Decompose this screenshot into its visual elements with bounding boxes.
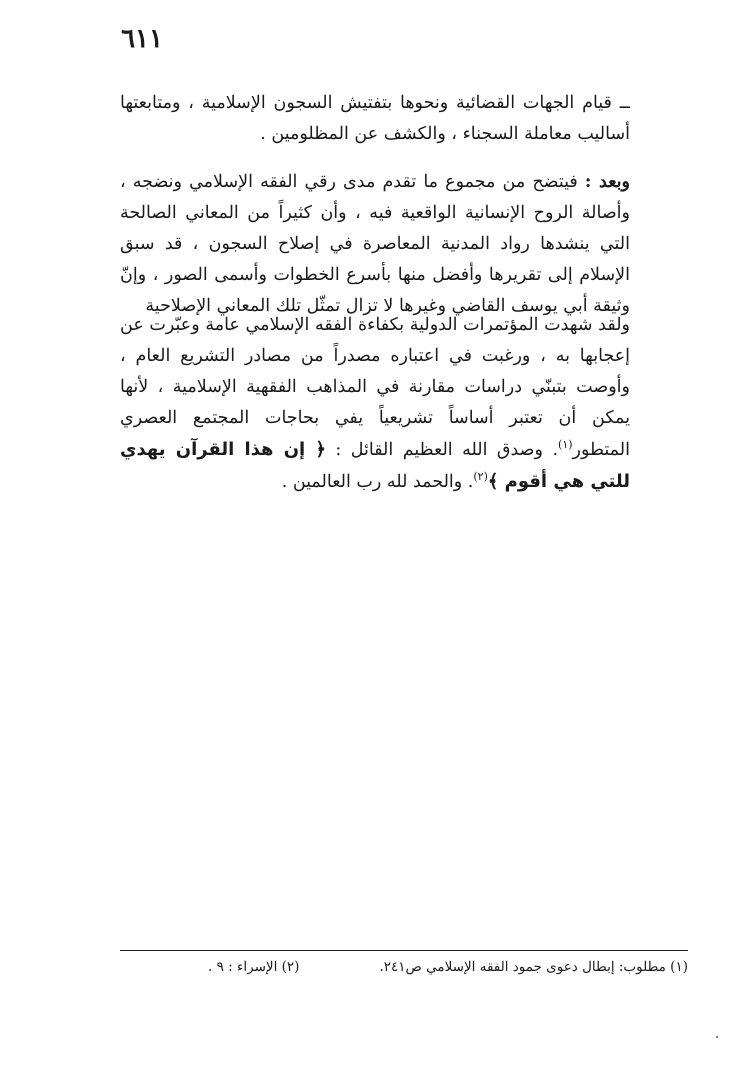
paragraph-text: . والحمد لله رب العالمين . <box>281 472 474 492</box>
quran-verse: ﴿ إن هذا القرآن يهدي للتي هي أقوم ﴾ <box>120 439 630 492</box>
paragraph-body <box>120 310 630 498</box>
paragraph-text: فيتضح من مجموع ما تقدم مدى رقي الفقه الإسلامي ونضجه ، وأصالة الروح الإنسانية الواقعية فيه ، وأن كثيراً من المعاني الصالحة التي ينشدها رواد المدنية المعاصرة في إصلاح السجون ، قد سبق الإسلام إلى تقريرها وأفضل منها بأسرع الخطوات وأسمى الصور ، وإنّ وثيقة أبي يوسف القاضي وغيرها لا تزال تمثّل تلك المعاني الإصلاحية <box>120 172 630 316</box>
footnotes <box>120 956 688 978</box>
footnote-1: (١) مطلوب: إبطال دعوى جمود الفقه الإسلامي ص٢٤١. <box>379 959 688 975</box>
paragraph-text: . وصدق الله العظيم القائل : <box>325 440 559 460</box>
footnote-2: (٢) الإسراء : ٩ . <box>208 959 300 975</box>
paragraph-conclusion <box>120 167 630 322</box>
footnote-ref-2: (٢) <box>473 470 488 484</box>
paragraph-international-conferences <box>120 310 630 498</box>
paragraph-lead-word: وبعد : <box>584 172 630 192</box>
footnote-ref-1: (١) <box>558 438 573 452</box>
footnote-divider <box>120 950 688 951</box>
paragraph-text: ولقد شهدت المؤتمرات الدولية بكفاءة الفقه الإسلامي عامة وعبّرت عن إعجابها به ، ورغبت في اعتباره مصدراً من مصادر التشريع العام ، وأوصت بتبنّي دراسات مقارنة في المذاهب الفقهية الإسلامية ، لأنها يمكن أن تعتبر أساساً تشريعياً يفي بحاجات المجتمع العصري المتطور <box>120 315 630 460</box>
page-number: ٦١١ <box>121 24 163 54</box>
paragraph-prison-inspection <box>120 88 630 150</box>
paragraph-body <box>120 167 630 322</box>
scan-speck <box>716 1036 718 1038</box>
paragraph-text: ــ قيام الجهات القضائية ونحوها بتفتيش السجون الإسلامية ، ومتابعتها أساليب معاملة السجناء ، والكشف عن المظلومين . <box>120 93 630 144</box>
